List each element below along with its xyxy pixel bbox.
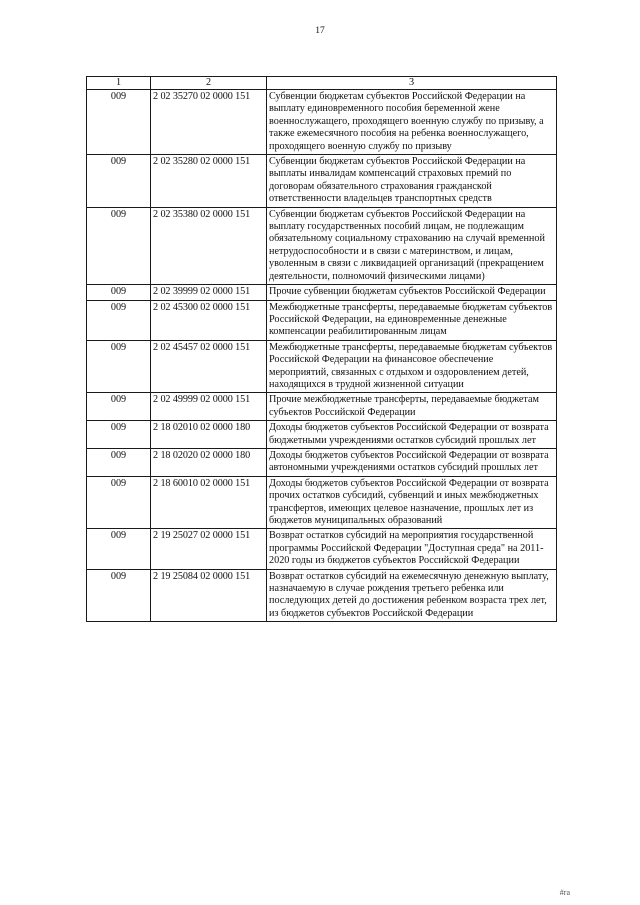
admin-code-cell: 009 (87, 300, 151, 340)
corner-mark: #ra (559, 888, 570, 897)
table-row (87, 340, 557, 393)
header-col-2: 2 (151, 77, 267, 90)
description-cell: Субвенции бюджетам субъектов Российской Федерации на выплату единовременного пособия беременной жене военнослужащего, проходящего военную службу по призыву, а также ежемесячного пособия на ребенка военнослужащего, проходящего военную службу по призыву (267, 90, 557, 155)
admin-code-cell: 009 (87, 448, 151, 476)
table-row (87, 569, 557, 622)
admin-code-cell: 009 (87, 393, 151, 421)
page-number: 17 (315, 26, 325, 36)
table-row (87, 448, 557, 476)
description-cell: Прочие субвенции бюджетам субъектов Российской Федерации (267, 285, 557, 300)
budget-classification-table (86, 76, 557, 622)
description-cell: Субвенции бюджетам субъектов Российской Федерации на выплаты инвалидам компенсаций страховых премий по договорам обязательного страхования гражданской ответственности владельцев транспортных средств (267, 155, 557, 208)
budget-code-cell: 2 19 25084 02 0000 151 (151, 569, 267, 622)
table-row (87, 207, 557, 284)
admin-code-cell: 009 (87, 340, 151, 393)
budget-code-cell: 2 02 45300 02 0000 151 (151, 300, 267, 340)
admin-code-cell: 009 (87, 421, 151, 449)
budget-code-cell: 2 19 25027 02 0000 151 (151, 529, 267, 569)
description-cell: Возврат остатков субсидий на ежемесячную денежную выплату, назначаемую в случае рождения третьего ребенка или последующих детей до достижения ребенком возраста трех лет, из бюджетов субъектов Российской Федерации (267, 569, 557, 622)
budget-code-cell: 2 18 02010 02 0000 180 (151, 421, 267, 449)
budget-code-cell: 2 18 60010 02 0000 151 (151, 476, 267, 529)
description-cell: Межбюджетные трансферты, передаваемые бюджетам субъектов Российской Федерации, на единовременные денежные компенсации реабилитированным лицам (267, 300, 557, 340)
table-header-row (87, 77, 557, 90)
description-cell: Доходы бюджетов субъектов Российской Федерации от возврата автономными учреждениями остатков субсидий прошлых лет (267, 448, 557, 476)
table-row (87, 300, 557, 340)
budget-code-cell: 2 02 35270 02 0000 151 (151, 90, 267, 155)
description-cell: Возврат остатков субсидий на мероприятия государственной программы Российской Федерации "Доступная среда" на 2011-2020 годы из бюджетов субъектов Российской Федерации (267, 529, 557, 569)
admin-code-cell: 009 (87, 569, 151, 622)
description-cell: Субвенции бюджетам субъектов Российской Федерации на выплату государственных пособий лицам, не подлежащим обязательному социальному страхованию на случай временной нетрудоспособности и в связи с материнством, и лицам, уволенным в связи с ликвидацией организаций (прекращением деятельности, полномочий физическими лицами) (267, 207, 557, 284)
admin-code-cell: 009 (87, 529, 151, 569)
budget-code-cell: 2 02 35280 02 0000 151 (151, 155, 267, 208)
table-row (87, 421, 557, 449)
admin-code-cell: 009 (87, 476, 151, 529)
budget-code-cell: 2 18 02020 02 0000 180 (151, 448, 267, 476)
budget-code-cell: 2 02 35380 02 0000 151 (151, 207, 267, 284)
description-cell: Доходы бюджетов субъектов Российской Федерации от возврата бюджетными учреждениями остатков субсидий прошлых лет (267, 421, 557, 449)
admin-code-cell: 009 (87, 207, 151, 284)
table-row (87, 529, 557, 569)
description-cell: Межбюджетные трансферты, передаваемые бюджетам субъектов Российской Федерации на финансовое обеспечение мероприятий, связанных с отдыхом и оздоровлением детей, находящихся в трудной жизненной ситуации (267, 340, 557, 393)
header-col-3: 3 (267, 77, 557, 90)
table-row (87, 285, 557, 300)
budget-code-cell: 2 02 45457 02 0000 151 (151, 340, 267, 393)
table-row (87, 476, 557, 529)
budget-code-cell: 2 02 49999 02 0000 151 (151, 393, 267, 421)
table-row (87, 155, 557, 208)
admin-code-cell: 009 (87, 90, 151, 155)
table-row (87, 393, 557, 421)
admin-code-cell: 009 (87, 285, 151, 300)
table-row (87, 90, 557, 155)
budget-code-cell: 2 02 39999 02 0000 151 (151, 285, 267, 300)
description-cell: Прочие межбюджетные трансферты, передаваемые бюджетам субъектов Российской Федерации (267, 393, 557, 421)
admin-code-cell: 009 (87, 155, 151, 208)
header-col-1: 1 (87, 77, 151, 90)
description-cell: Доходы бюджетов субъектов Российской Федерации от возврата прочих остатков субсидий, субвенций и иных межбюджетных трансфертов, имеющих целевое назначение, прошлых лет из бюджетов муниципальных образований (267, 476, 557, 529)
